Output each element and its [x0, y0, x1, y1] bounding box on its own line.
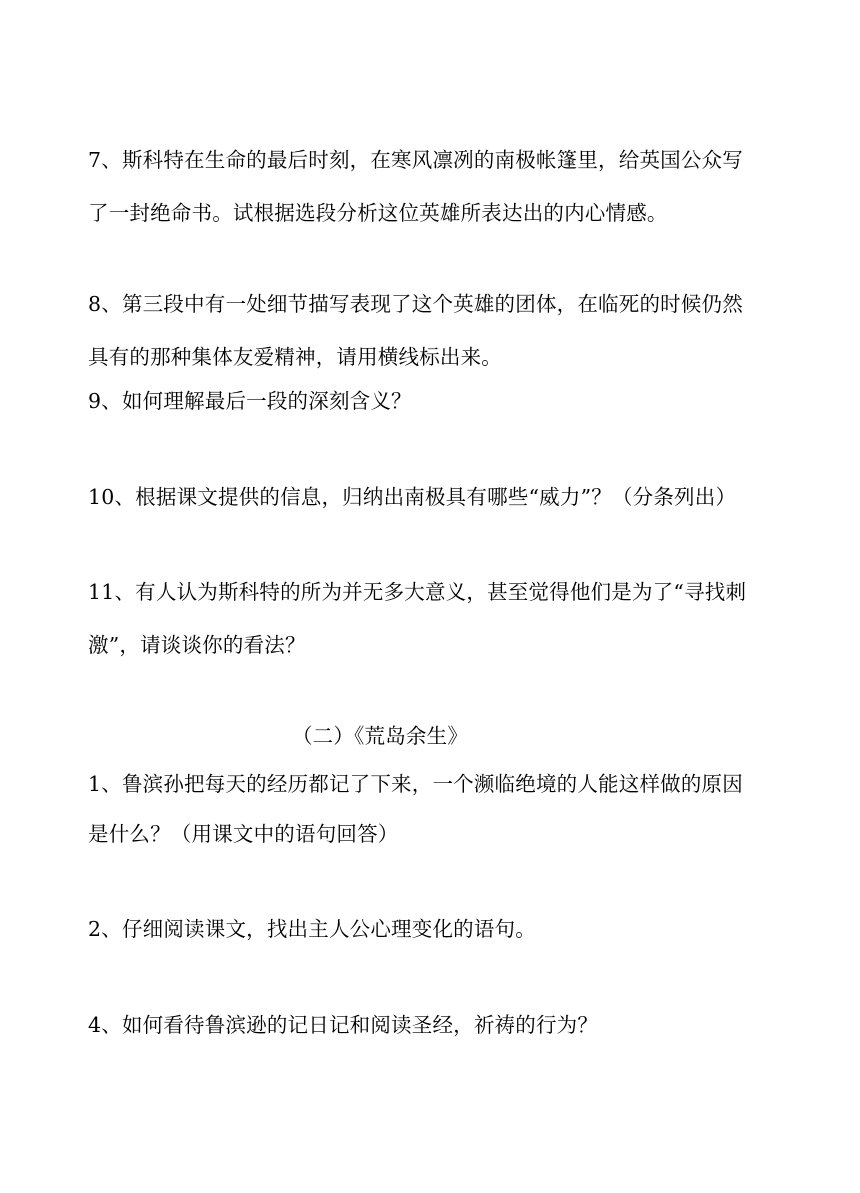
section-2-title: （二）《荒岛余生》 — [291, 724, 469, 748]
question-7-line-2: 了一封绝命书。试根据选段分析这位英雄所表达出的内心情感。 — [88, 201, 668, 225]
question-11-line-2: 激”，请谈谈你的看法？ — [88, 633, 306, 657]
section-2-question-1-line-1: 1、鲁滨孙把每天的经历都记了下来，一个濒临绝境的人能这样做的原因 — [88, 772, 743, 796]
section-2-question-2: 2、仔细阅读课文，找出主人公心理变化的语句。 — [88, 917, 536, 941]
question-10: 10、根据课文提供的信息，归纳出南极具有哪些“威力”？（分条列出） — [88, 485, 737, 509]
section-2-question-4: 4、如何看待鲁滨逊的记日记和阅读圣经，祈祷的行为？ — [88, 1013, 599, 1037]
question-11-line-1: 11、有人认为斯科特的所为并无多大意义，甚至觉得他们是为了“寻找刺 — [88, 580, 747, 604]
section-2-question-1-line-2: 是什么？（用课文中的语句回答） — [88, 822, 399, 846]
question-8-line-2: 具有的那种集体友爱精神，请用横线标出来。 — [88, 345, 502, 369]
question-9: 9、如何理解最后一段的深刻含义？ — [88, 389, 412, 413]
question-7-line-1: 7、斯科特在生命的最后时刻，在寒风凛冽的南极帐篷里，给英国公众写 — [88, 148, 743, 172]
question-8-line-1: 8、第三段中有一处细节描写表现了这个英雄的团体，在临死的时候仍然 — [88, 292, 743, 316]
